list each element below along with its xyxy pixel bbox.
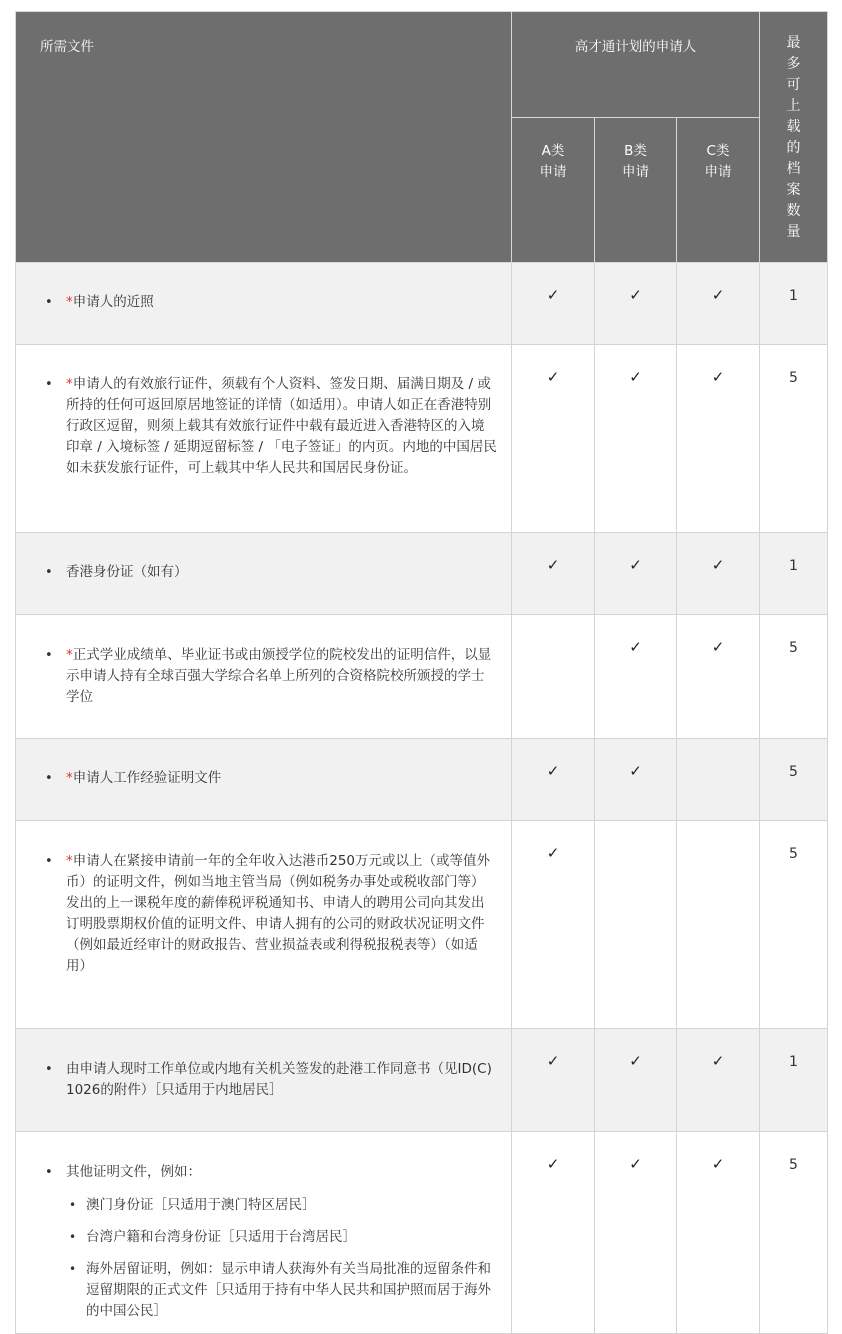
max-files-header	[760, 12, 828, 263]
check-a: ✓	[512, 1132, 595, 1334]
max-files-value: 5	[760, 739, 828, 821]
table-row	[16, 533, 828, 615]
max-files-value: 5	[760, 821, 828, 1029]
sub-list-item: • 海外居留证明，例如：显示申请人获海外有关当局批准的逗留条件和逗留期限的正式文件［只适用于持有中华人民共和国护照而居于海外的中国公民］	[86, 1259, 497, 1322]
check-b: ✓	[595, 1029, 677, 1132]
check-c: ✓	[677, 263, 760, 345]
table-row	[16, 1029, 828, 1132]
check-a: ✓	[512, 821, 595, 1029]
table-row	[16, 739, 828, 821]
check-b: ✓	[595, 533, 677, 615]
list-item: • 由申请人现时工作单位或内地有关机关签发的赴港工作同意书（见ID(C) 1026的附件）［只适用于内地居民］	[66, 1059, 497, 1101]
list-item: • *正式学业成绩单、毕业证书或由颁授学位的院校发出的证明信件，以显示申请人持有全球百强大学综合名单上所列的合资格院校所颁授的学士学位	[66, 645, 497, 708]
required-documents-header: 所需文件	[16, 12, 512, 263]
required-documents-table	[15, 11, 828, 1334]
document-cell	[16, 345, 512, 533]
sub-list	[66, 1195, 497, 1322]
check-c: ✓	[677, 1029, 760, 1132]
document-cell	[16, 821, 512, 1029]
document-cell	[16, 739, 512, 821]
sub-list-item: • 澳门身份证［只适用于澳门特区居民］	[86, 1195, 497, 1216]
list-item: • *申请人的近照	[66, 292, 511, 313]
check-a: ✓	[512, 533, 595, 615]
check-b: ✓	[595, 1132, 677, 1334]
max-files-header-text: 最多可上载的档案数量	[786, 35, 801, 240]
max-files-value: 1	[760, 1029, 828, 1132]
document-cell	[16, 615, 512, 739]
list-item: • *申请人工作经验证明文件	[66, 768, 511, 789]
document-cell	[16, 1132, 512, 1334]
category-c-header: C类 申请	[677, 118, 760, 263]
max-files-value: 5	[760, 1132, 828, 1334]
check-b: ✓	[595, 739, 677, 821]
check-c	[677, 821, 760, 1029]
list-item: • *申请人在紧接申请前一年的全年收入达港币250万元或以上（或等值外币）的证明文件，例如当地主管当局（例如税务办事处或税收部门等）发出的上一课税年度的薪俸税评税通知书、申请人的聘用公司向其发出订明股票期权价值的证明文件、申请人拥有的公司的财政状况证明文件（例如最近经审计的财政报告、营业损益表或利得税报税表等）（如适用）	[66, 851, 497, 977]
check-c: ✓	[677, 533, 760, 615]
check-b: ✓	[595, 345, 677, 533]
document-cell	[16, 533, 512, 615]
document-requirements-page	[15, 11, 827, 1334]
applicant-group-header: 高才通计划的申请人	[512, 12, 760, 118]
check-c: ✓	[677, 345, 760, 533]
check-a: ✓	[512, 739, 595, 821]
max-files-value: 1	[760, 533, 828, 615]
max-files-value: 1	[760, 263, 828, 345]
list-item: • 香港身份证（如有）	[66, 562, 511, 583]
document-cell	[16, 1029, 512, 1132]
check-b	[595, 821, 677, 1029]
check-c: ✓	[677, 1132, 760, 1334]
list-item: • *申请人的有效旅行证件，须载有个人资料、签发日期、届满日期及 / 或所持的任何可返回原居地签证的详情（如适用）。申请人如正在香港特别行政区逗留，则须上载其有效旅行证件中载有最近进入香港特区的入境印章 / 入境标签 / 延期逗留标签 / 「电子签证」的内页。内地的中国居民如未获发旅行证件，可上载其中华人民共和国居民身份证。	[66, 374, 497, 479]
category-b-header: B类 申请	[595, 118, 677, 263]
sub-list-item: • 台湾户籍和台湾身份证［只适用于台湾居民］	[86, 1227, 497, 1248]
table-row	[16, 615, 828, 739]
check-a: ✓	[512, 345, 595, 533]
table-row	[16, 263, 828, 345]
table-row	[16, 1132, 828, 1334]
category-a-header: A类 申请	[512, 118, 595, 263]
document-cell	[16, 263, 512, 345]
list-item: • 其他证明文件，例如： • 澳门身份证［只适用于澳门特区居民］ • 台湾户籍和台湾身份证［只适用于台湾居民］ • 海外居留证明，例如：显示申请人获海外有关当局批准的逗留条件和逗留期限的正式文件［只适用于持有中华人民共和国护照而居于海外的中国公民］	[66, 1162, 497, 1322]
table-row	[16, 345, 828, 533]
table-row	[16, 821, 828, 1029]
check-b: ✓	[595, 615, 677, 739]
check-b: ✓	[595, 263, 677, 345]
check-c	[677, 739, 760, 821]
max-files-value: 5	[760, 345, 828, 533]
check-a: ✓	[512, 1029, 595, 1132]
check-a	[512, 615, 595, 739]
check-a: ✓	[512, 263, 595, 345]
max-files-value: 5	[760, 615, 828, 739]
header-row	[16, 12, 828, 118]
check-c: ✓	[677, 615, 760, 739]
